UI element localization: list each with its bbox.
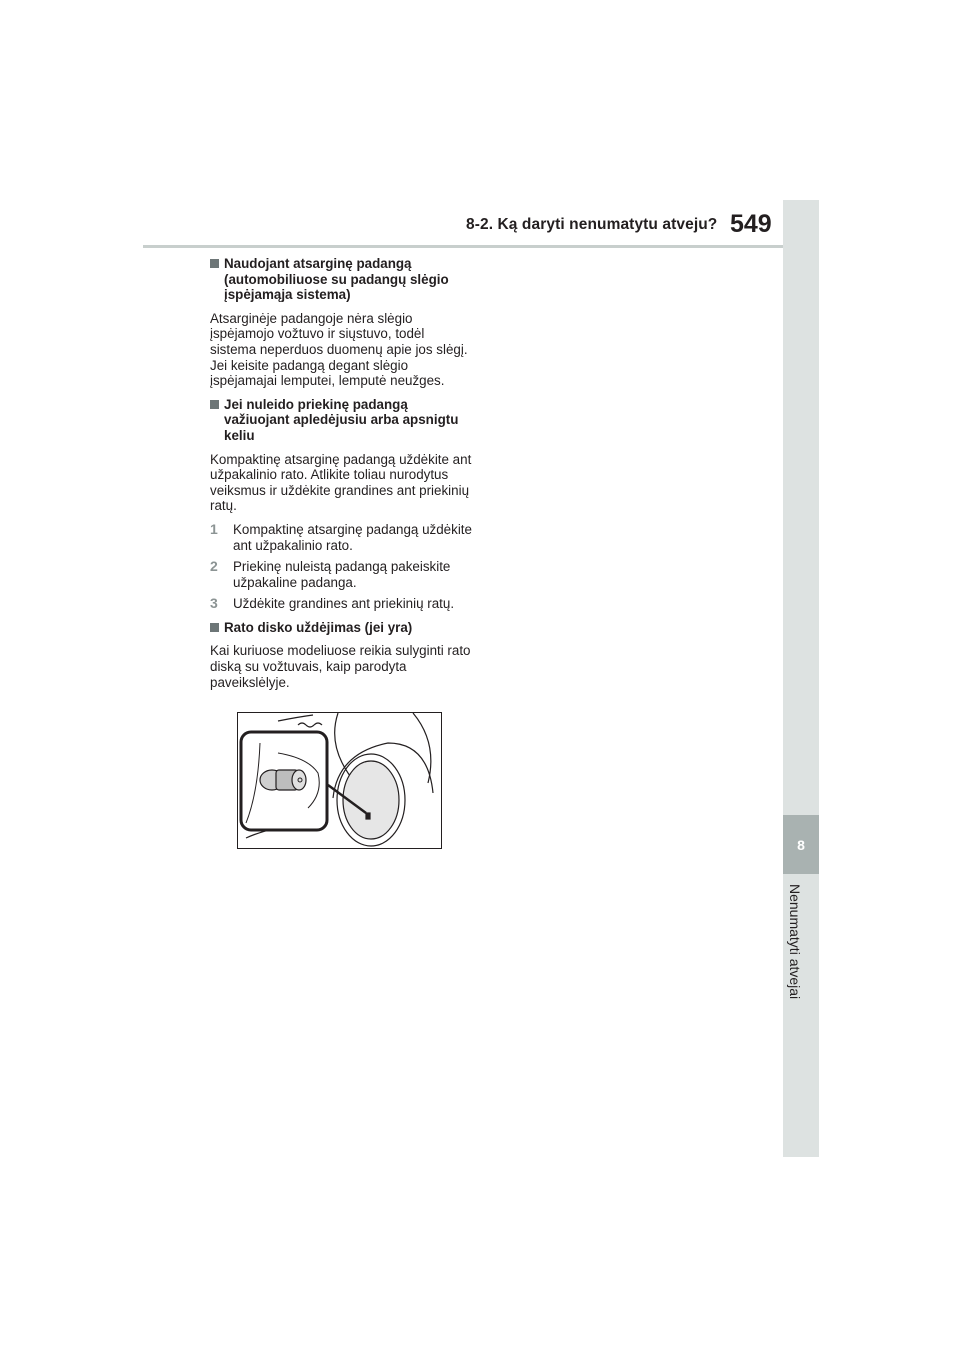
bullet-square-icon bbox=[210, 259, 219, 268]
bullet-square-icon bbox=[210, 400, 219, 409]
header-rule bbox=[143, 245, 783, 248]
step-text: Kompaktinę atsarginę padangą uždėkite ant užpakalinio rato. bbox=[233, 521, 472, 553]
step-text: Priekinę nuleistą padangą pakeiskite užpakaline padanga. bbox=[233, 559, 451, 590]
page-number: 549 bbox=[730, 210, 772, 238]
step-number: 2 bbox=[210, 558, 218, 575]
step-number: 1 bbox=[210, 520, 218, 537]
section-heading-wheel-disc bbox=[210, 620, 472, 636]
step-number: 3 bbox=[210, 595, 218, 612]
wheel-valve-illustration bbox=[237, 712, 442, 849]
paragraph: Kompaktinę atsarginę padangą uždėkite ant užpakalinio rato. Atlikite toliau nurodytus veiksmus ir uždėkite grandines ant priekinių ratų. bbox=[210, 451, 472, 514]
bullet-square-icon bbox=[210, 623, 219, 632]
chapter-number-tab: 8 bbox=[783, 815, 819, 874]
paragraph: Kai kuriuose modeliuose reikia sulyginti rato diską su vožtuvais, kaip parodyta paveikslėlyje. bbox=[210, 643, 471, 690]
section-title: 8-2. Ką daryti nenumatytu atveju? bbox=[466, 216, 718, 233]
heading-text: Rato disko uždėjimas (jei yra) bbox=[224, 619, 413, 635]
section-heading-front-flat bbox=[210, 397, 472, 444]
main-content bbox=[210, 256, 472, 698]
side-tab bbox=[783, 200, 819, 1157]
step-item bbox=[210, 596, 472, 612]
heading-text: Naudojant atsarginę padangą (automobiliuose su padangų slėgio įspėjamąja sistema) bbox=[224, 256, 449, 303]
heading-text: Jei nuleido priekinę padangą važiuojant apledėjusiu arba apsnigtu keliu bbox=[224, 396, 459, 443]
wheel-valve-drawing bbox=[238, 713, 442, 849]
section-heading-spare-tire bbox=[210, 256, 472, 303]
paragraph: Atsarginėje padangoje nėra slėgio įspėjamojo vožtuvo ir siųstuvo, todėl sistema neperduos duomenų apie jos slėgį. Jei keisite padangą degant slėgio įspėjamajai lemputei, lemputė neužges. bbox=[210, 310, 468, 389]
step-item bbox=[210, 559, 472, 590]
step-text: Uždėkite grandines ant priekinių ratų. bbox=[233, 596, 455, 612]
chapter-label: Nenumatyti atvejai bbox=[787, 884, 803, 1000]
step-item bbox=[210, 522, 472, 553]
